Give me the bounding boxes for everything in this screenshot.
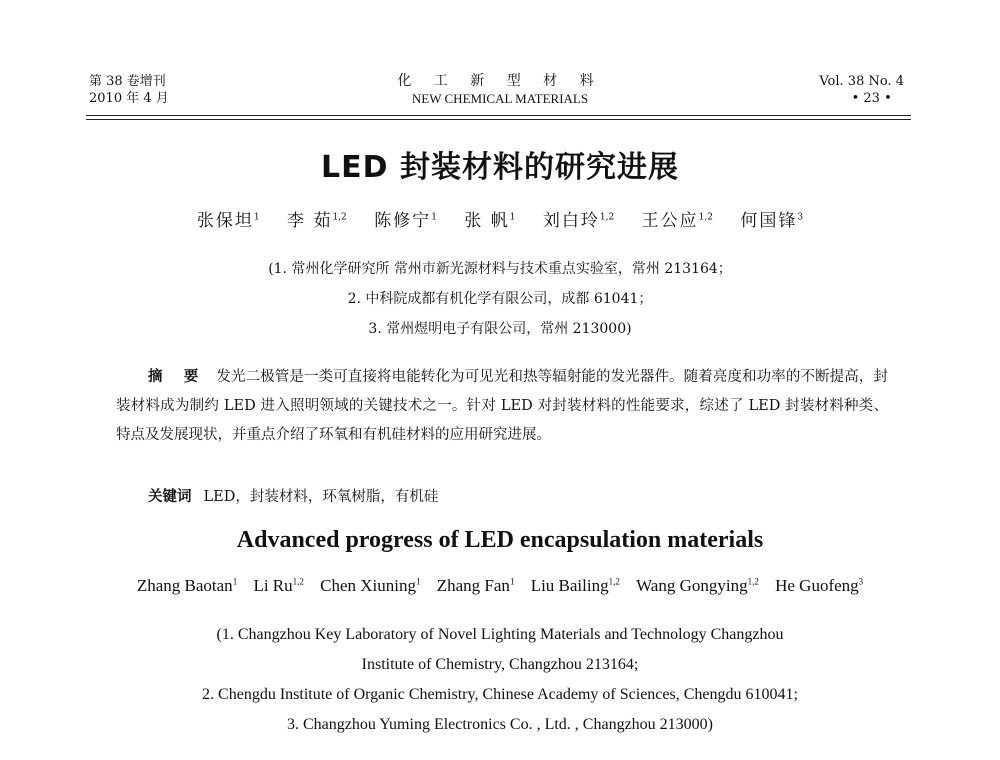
affiliation-cn-1: (1. 常州化学研究所 常州市新光源材料与技术重点实验室，常州 213164； bbox=[268, 261, 732, 277]
author-en: Zhang Baotan$^1$ bbox=[136, 576, 238, 595]
issue-date: 2010 年 4 月 bbox=[89, 91, 169, 106]
header-rule-thick bbox=[86, 115, 911, 116]
author-cn: 陈修宁$^1$ bbox=[374, 211, 437, 231]
paper-title-en: Advanced progress of LED encapsulation materials bbox=[236, 527, 764, 553]
author-en: Chen Xiuning$^1$ bbox=[320, 576, 421, 595]
author-cn: 李 茹$^{1,2}$ bbox=[287, 211, 347, 231]
paper-title-cn: LED 封装材料的研究进展 bbox=[321, 150, 679, 185]
header-rule-thin bbox=[86, 119, 911, 120]
author-en: Liu Bailing$^{1,2}$ bbox=[530, 576, 620, 595]
keywords-label: 关键词 bbox=[148, 489, 192, 505]
author-cn: 张保坦$^1$ bbox=[196, 211, 260, 231]
affiliation-en-1-cont: Institute of Chemistry, Changzhou 213164; bbox=[361, 656, 639, 673]
affiliation-en-1: (1. Changzhou Key Laboratory of Novel Lighting Materials and Technology Changzhou bbox=[216, 626, 784, 643]
author-en: Zhang Fan$^1$ bbox=[436, 576, 515, 595]
affiliation-cn-3: 3. 常州煜明电子有限公司，常州 213000) bbox=[368, 321, 632, 337]
keywords-text: LED，封装材料，环氧树脂，有机硅 bbox=[203, 489, 439, 505]
author-list-cn bbox=[0, 206, 1000, 231]
page-number: • 23 • bbox=[851, 91, 892, 106]
author-en: Wang Gongying$^{1,2}$ bbox=[636, 576, 759, 595]
affiliation-en-3: 3. Changzhou Yuming Electronics Co. , Ltd. , Changzhou 213000) bbox=[286, 716, 713, 733]
abstract-label: 摘 要 bbox=[148, 369, 207, 385]
author-cn: 刘白玲$^{1,2}$ bbox=[542, 211, 615, 231]
issue-info: 第 38 卷增刊 bbox=[89, 74, 166, 89]
journal-name-cn: 化 工 新 型 材 料 bbox=[397, 73, 603, 89]
abstract-text: 发光二极管是一类可直接将电能转化为可见光和热等辐射能的发光器件。随着亮度和功率的不断提高，封装材料成为制约 LED 进入照明领域的关键技术之一。针对 LED 对封装材料的性能要求，综述了 LED 封装材料种类、特点及发展现状，并重点介绍了环氧和有机硅材料的应用研究进展。 bbox=[116, 369, 888, 443]
affiliation-en-2: 2. Chengdu Institute of Organic Chemistry, Chinese Academy of Sciences, Chengdu 610041; bbox=[202, 686, 798, 703]
running-header-right bbox=[819, 73, 904, 107]
author-cn: 张 帆$^1$ bbox=[464, 211, 516, 231]
author-en: Li Ru$^{1,2}$ bbox=[253, 576, 304, 595]
keywords-cn bbox=[148, 485, 438, 506]
author-en: He Guofeng$^3$ bbox=[775, 576, 864, 595]
volume-number: Vol. 38 No. 4 bbox=[819, 74, 904, 89]
author-cn: 何国锋$^3$ bbox=[740, 211, 804, 231]
author-cn: 王公应$^{1,2}$ bbox=[641, 211, 713, 231]
affiliation-cn-2: 2. 中科院成都有机化学有限公司，成都 61041； bbox=[347, 291, 653, 307]
abstract-cn bbox=[116, 363, 888, 450]
author-list-en bbox=[0, 576, 1000, 596]
journal-name-en: NEW CHEMICAL MATERIALS bbox=[411, 91, 589, 106]
